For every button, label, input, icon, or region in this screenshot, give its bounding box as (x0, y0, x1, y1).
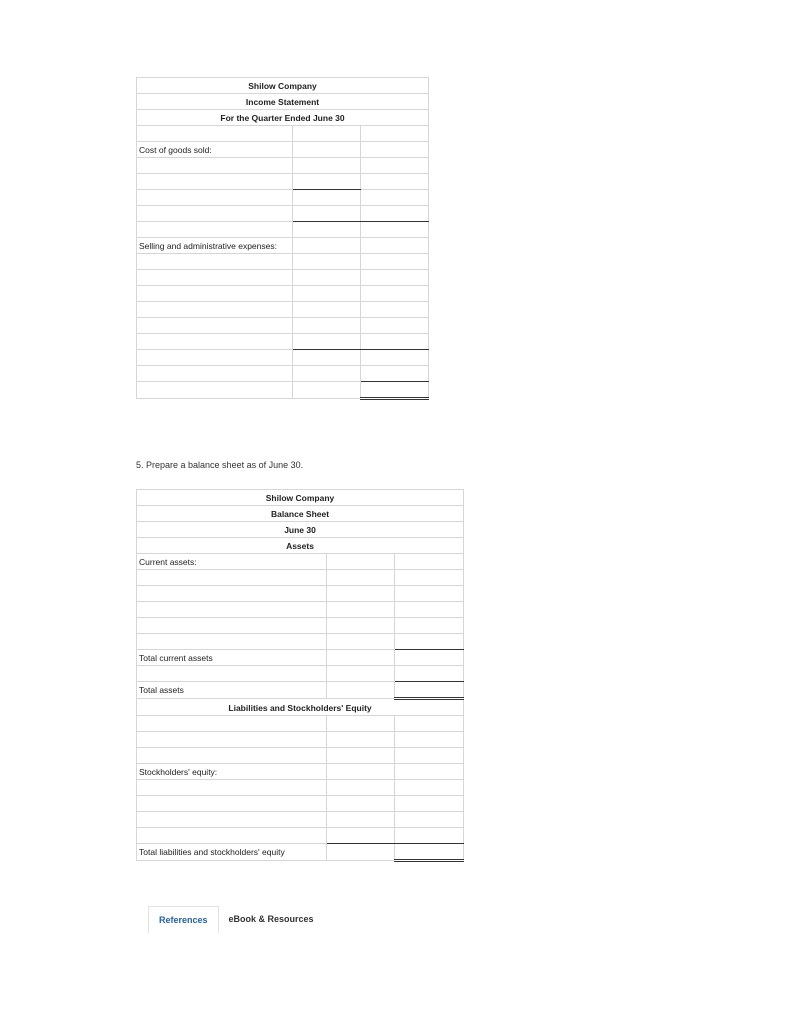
balance-total-input[interactable] (395, 602, 464, 618)
income-amount-input[interactable] (293, 158, 361, 174)
income-label-input[interactable] (137, 366, 293, 382)
income-amount-input[interactable] (293, 126, 361, 142)
balance-amount-input[interactable] (327, 602, 395, 618)
balance-sheet-date: June 30 (137, 522, 464, 538)
income-total-input[interactable] (361, 126, 429, 142)
balance-label-input[interactable] (137, 748, 327, 764)
income-label-input[interactable] (137, 334, 293, 350)
income-amount-input[interactable] (293, 254, 361, 270)
balance-amount-input[interactable] (327, 554, 395, 570)
balance-label-input[interactable] (137, 586, 327, 602)
balance-label-current-assets: Current assets: (137, 554, 327, 570)
balance-total-input[interactable] (395, 844, 464, 861)
income-total-input[interactable] (361, 318, 429, 334)
income-total-input[interactable] (361, 302, 429, 318)
balance-label-input[interactable] (137, 796, 327, 812)
balance-total-input[interactable] (395, 716, 464, 732)
income-amount-input[interactable] (293, 350, 361, 366)
balance-total-input[interactable] (395, 828, 464, 844)
income-total-input[interactable] (361, 254, 429, 270)
balance-label-input[interactable] (137, 716, 327, 732)
balance-amount-input[interactable] (327, 682, 395, 699)
income-amount-input[interactable] (293, 366, 361, 382)
balance-label-input[interactable] (137, 732, 327, 748)
balance-amount-input[interactable] (327, 634, 395, 650)
liab-equity-header: Liabilities and Stockholders' Equity (137, 699, 464, 716)
balance-amount-input[interactable] (327, 650, 395, 666)
balance-total-input[interactable] (395, 586, 464, 602)
balance-amount-input[interactable] (327, 764, 395, 780)
income-label-input[interactable] (137, 126, 293, 142)
balance-total-input[interactable] (395, 796, 464, 812)
balance-label-input[interactable] (137, 602, 327, 618)
balance-label-input[interactable] (137, 570, 327, 586)
income-amount-input[interactable] (293, 334, 361, 350)
tab-ebook-resources[interactable]: eBook & Resources (228, 914, 314, 924)
balance-amount-input[interactable] (327, 748, 395, 764)
balance-amount-input[interactable] (327, 570, 395, 586)
assets-header: Assets (137, 538, 464, 554)
income-total-input[interactable] (361, 174, 429, 190)
income-label-cogs: Cost of goods sold: (137, 142, 293, 158)
balance-amount-input[interactable] (327, 828, 395, 844)
income-amount-input[interactable] (293, 382, 361, 399)
balance-total-input[interactable] (395, 570, 464, 586)
income-amount-input[interactable] (293, 222, 361, 238)
balance-total-input[interactable] (395, 748, 464, 764)
balance-amount-input[interactable] (327, 812, 395, 828)
income-label-selling-admin: Selling and administrative expenses: (137, 238, 293, 254)
balance-sheet-title: Balance Sheet (137, 506, 464, 522)
income-amount-input[interactable] (293, 318, 361, 334)
balance-label-total-assets: Total assets (137, 682, 327, 699)
balance-amount-input[interactable] (327, 716, 395, 732)
income-total-input[interactable] (361, 334, 429, 350)
balance-amount-input[interactable] (327, 666, 395, 682)
income-statement-title: Income Statement (137, 94, 429, 110)
income-total-input[interactable] (361, 222, 429, 238)
income-total-input[interactable] (361, 366, 429, 382)
income-total-input[interactable] (361, 238, 429, 254)
balance-amount-input[interactable] (327, 618, 395, 634)
balance-label-input[interactable] (137, 666, 327, 682)
income-statement-period: For the Quarter Ended June 30 (137, 110, 429, 126)
income-label-input[interactable] (137, 174, 293, 190)
balance-company-name: Shilow Company (137, 490, 464, 506)
income-total-input[interactable] (361, 350, 429, 366)
resource-tabs (148, 906, 324, 933)
income-label-input[interactable] (137, 286, 293, 302)
balance-sheet-table (136, 489, 464, 862)
balance-total-input[interactable] (395, 682, 464, 699)
income-total-input[interactable] (361, 286, 429, 302)
balance-total-input[interactable] (395, 618, 464, 634)
income-label-input[interactable] (137, 318, 293, 334)
balance-amount-input[interactable] (327, 796, 395, 812)
income-label-input[interactable] (137, 222, 293, 238)
income-label-input[interactable] (137, 302, 293, 318)
income-total-input[interactable] (361, 206, 429, 222)
balance-total-input[interactable] (395, 666, 464, 682)
balance-amount-input[interactable] (327, 732, 395, 748)
balance-total-input[interactable] (395, 554, 464, 570)
income-label-input[interactable] (137, 206, 293, 222)
income-label-input[interactable] (137, 190, 293, 206)
balance-amount-input[interactable] (327, 586, 395, 602)
balance-label-stockholders-equity: Stockholders' equity: (137, 764, 327, 780)
income-total-input[interactable] (361, 158, 429, 174)
income-amount-input[interactable] (293, 286, 361, 302)
balance-amount-input[interactable] (327, 780, 395, 796)
income-label-input[interactable] (137, 270, 293, 286)
balance-total-input[interactable] (395, 780, 464, 796)
income-total-input[interactable] (361, 382, 429, 399)
balance-label-input[interactable] (137, 812, 327, 828)
income-amount-input[interactable] (293, 302, 361, 318)
balance-label-input[interactable] (137, 780, 327, 796)
income-label-input[interactable] (137, 350, 293, 366)
income-amount-input[interactable] (293, 206, 361, 222)
balance-label-input[interactable] (137, 634, 327, 650)
income-statement-table (136, 77, 429, 400)
balance-total-input[interactable] (395, 764, 464, 780)
income-amount-input[interactable] (293, 142, 361, 158)
balance-label-total-current-assets: Total current assets (137, 650, 327, 666)
balance-label-input[interactable] (137, 618, 327, 634)
income-total-input[interactable] (361, 190, 429, 206)
income-amount-input[interactable] (293, 174, 361, 190)
income-amount-input[interactable] (293, 238, 361, 254)
tab-references[interactable]: References (148, 906, 219, 933)
balance-total-input[interactable] (395, 634, 464, 650)
balance-total-input[interactable] (395, 650, 464, 666)
balance-label-input[interactable] (137, 828, 327, 844)
balance-total-input[interactable] (395, 812, 464, 828)
income-total-input[interactable] (361, 270, 429, 286)
balance-amount-input[interactable] (327, 844, 395, 861)
balance-sheet-instruction: 5. Prepare a balance sheet as of June 30. (136, 460, 304, 470)
balance-total-input[interactable] (395, 732, 464, 748)
income-label-input[interactable] (137, 158, 293, 174)
income-amount-input[interactable] (293, 270, 361, 286)
income-company-name: Shilow Company (137, 78, 429, 94)
income-amount-input[interactable] (293, 190, 361, 206)
income-total-input[interactable] (361, 142, 429, 158)
income-label-input[interactable] (137, 382, 293, 399)
balance-label-total-liab-equity: Total liabilities and stockholders' equity (137, 844, 327, 861)
income-label-input[interactable] (137, 254, 293, 270)
